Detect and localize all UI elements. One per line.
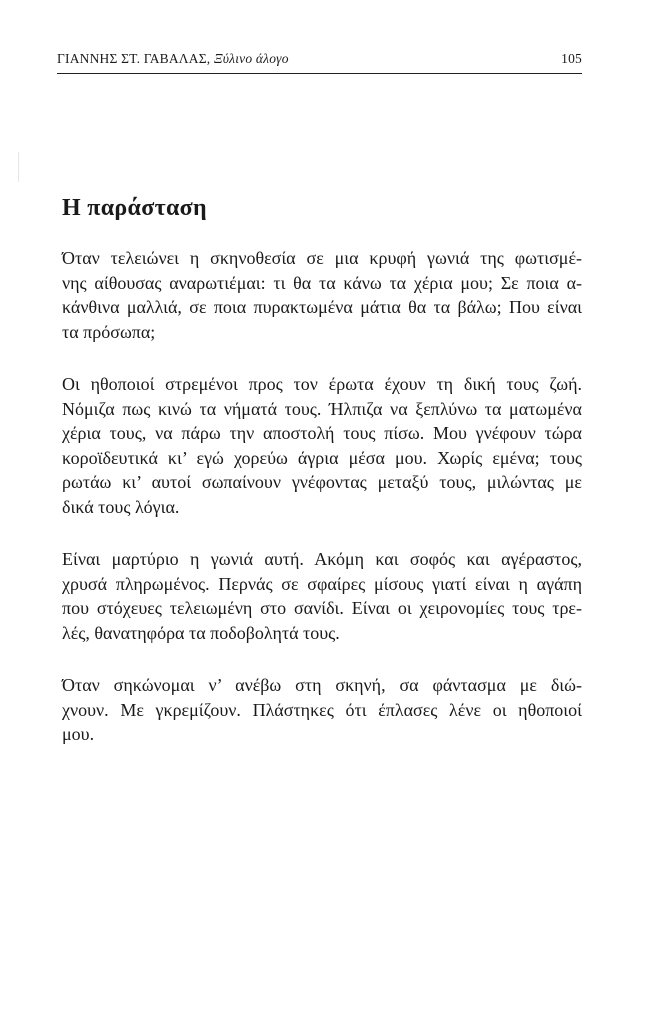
paragraph-2: [62, 372, 582, 519]
text-line: Είναι μαρτύριο η γωνιά αυτή. Ακόμη και σοφός και αγέραστος,: [62, 549, 582, 569]
text-line: που στόχευες τελειωμένη στο σανίδι. Είναι οι χειρονομίες τους τρε-: [62, 598, 582, 618]
running-header: [57, 50, 582, 72]
header-book-title: Ξύλινο άλογο: [213, 51, 289, 66]
text-line: Οι ηθοποιοί στρεμένοι προς τον έρωτα έχουν τη δική τους ζωή.: [62, 374, 582, 394]
text-line: λές, θανατηφόρα τα ποδοβολητά τους.: [62, 622, 340, 643]
text-line: κάνθινα μαλλιά, σε ποια πυρακτωμένα μάτια θα τα βάλω; Που είναι: [62, 297, 582, 317]
text-line: Νόμιζα πως κινώ τα νήματά τους. Ήλπιζα να ξεπλύνω τα ματωμένα: [62, 398, 582, 419]
text-line: χρυσά πληρωμένος. Περνάς σε σφαίρες μίσους γιατί είναι η αγάπη: [62, 573, 582, 594]
page-number: 105: [561, 51, 582, 66]
body-text: [62, 246, 582, 775]
text-line: ρωτάω κι’ αυτοί σωπαίνουν γνέφοντας μεταξύ τους, μιλώντας με: [62, 472, 582, 492]
text-line: κοροϊδευτικά κι’ εγώ χορεύω άγρια μέσα μου. Χωρίς εμένα; τους: [62, 447, 582, 468]
scan-mark: [18, 152, 19, 182]
text-line: Όταν σηκώνομαι ν’ ανέβω στη σκηνή, σα φάντασμα με διώ-: [62, 675, 582, 695]
text-line: Όταν τελειώνει η σκηνοθεσία σε μια κρυφή γωνιά της φωτισμέ-: [62, 248, 582, 268]
text-line: νης αίθουσας αναρωτιέμαι: τι θα τα κάνω τα χέρια μου; Σε ποια α-: [62, 272, 582, 293]
header-rule: [57, 73, 582, 74]
paragraph-1: [62, 246, 582, 344]
chapter-title: Η παράσταση: [62, 195, 207, 221]
header-author: ΓΙΑΝΝΗΣ ΣΤ. ΓΑΒΑΛΑΣ,: [57, 51, 211, 66]
paragraph-4: [62, 673, 582, 747]
text-line: χέρια τους, να πάρω την αποστολή τους πίσω. Μου γνέφουν τώρα: [62, 423, 582, 443]
paragraph-3: [62, 547, 582, 645]
text-line: μου.: [62, 724, 95, 744]
running-head: [57, 51, 289, 67]
text-line: τα πρόσωπα;: [62, 321, 156, 342]
text-line: δικά τους λόγια.: [62, 496, 180, 517]
text-line: χνουν. Με γκρεμίζουν. Πλάστηκες ότι έπλασες λένε οι ηθοποιοί: [62, 699, 582, 720]
